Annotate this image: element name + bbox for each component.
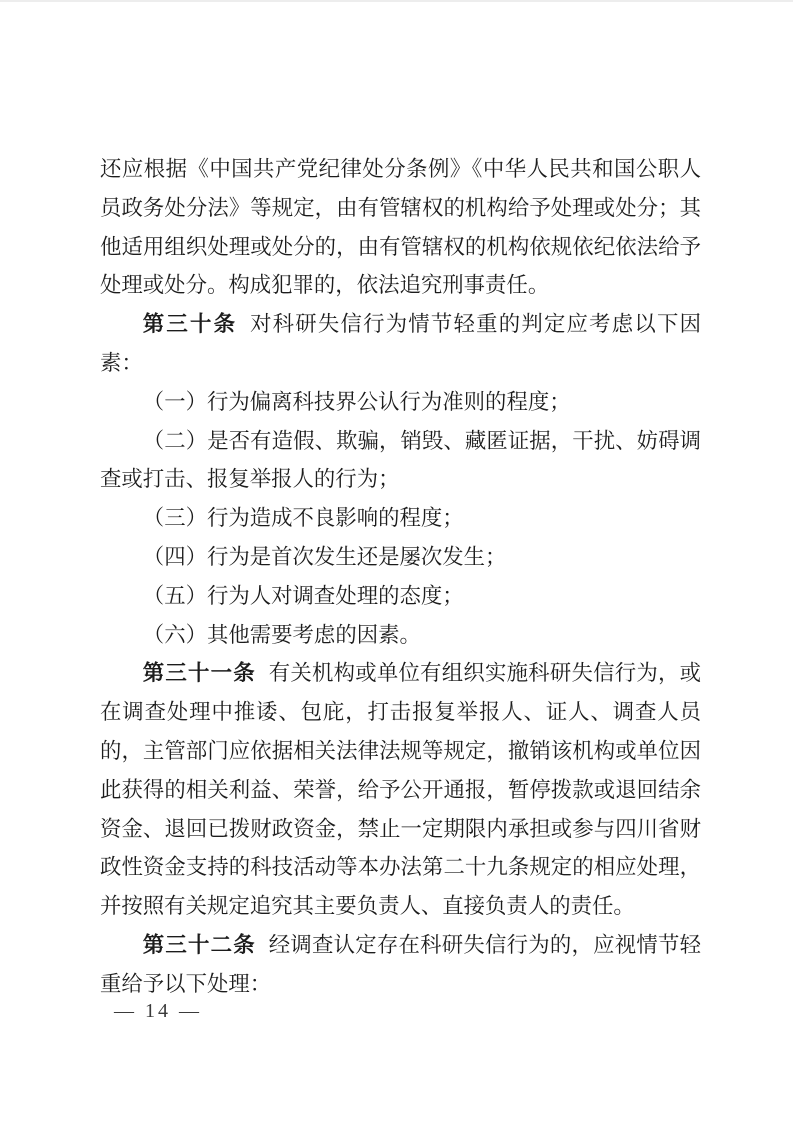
list-item-text: （四）行为是首次发生还是屡次发生； xyxy=(142,544,507,569)
list-item-text: （五）行为人对调查处理的态度； xyxy=(142,583,464,608)
article-30-paragraph xyxy=(100,305,701,383)
paragraph-continuation xyxy=(100,150,701,305)
article-31-paragraph xyxy=(100,654,701,926)
list-item-6 xyxy=(100,616,701,655)
list-item-text: （二）是否有造假、欺骗，销毁、藏匿证据，干扰、妨碍调查或打击、报复举报人的行为； xyxy=(100,428,701,492)
list-item-1 xyxy=(100,383,701,422)
list-item-4 xyxy=(100,538,701,577)
list-item-3 xyxy=(100,499,701,538)
article-31-text: 有关机构或单位有组织实施科研失信行为，或在调查处理中推诿、包庇，打击报复举报人、证人、调查人员的，主管部门应依据相关法律法规等规定，撤销该机构或单位因此获得的相关利益、荣誉，给予公开通报，暂停拨款或退回结余资金、退回已拨财政资金，禁止一定期限内承担或参与四川省财政性资金支持的科技活动等本办法第二十九条规定的相应处理，并按照有关规定追究其主要负责人、直接负责人的责任。 xyxy=(100,661,701,919)
page-number: — 14 — xyxy=(114,1000,202,1022)
list-item-text: （六）其他需要考虑的因素。 xyxy=(142,622,421,647)
page-top-edge xyxy=(0,0,793,2)
article-30-text: 对科研失信行为情节轻重的判定应考虑以下因素： xyxy=(100,312,701,375)
article-32-label: 第三十二条 xyxy=(142,932,256,957)
paragraph-text: 还应根据《中国共产党纪律处分条例》《中华人民共和国公职人员政务处分法》等规定，由有管辖权的机构给予处理或处分；其他适用组织处理或处分的，由有管辖权的机构依规依纪依法给予处理或处分。构成犯罪的，依法追究刑事责任。 xyxy=(100,157,701,298)
document-body xyxy=(100,150,701,1004)
list-item-5 xyxy=(100,577,701,616)
list-item-text: （一）行为偏离科技界公认行为准则的程度； xyxy=(142,389,571,414)
article-31-label: 第三十一条 xyxy=(142,661,256,686)
article-30-label: 第三十条 xyxy=(142,312,238,337)
list-item-text: （三）行为造成不良影响的程度； xyxy=(142,506,464,531)
list-item-2 xyxy=(100,422,701,500)
article-32-text: 经调查认定存在科研失信行为的，应视情节轻重给予以下处理： xyxy=(100,932,701,996)
article-32-paragraph xyxy=(100,926,701,1004)
